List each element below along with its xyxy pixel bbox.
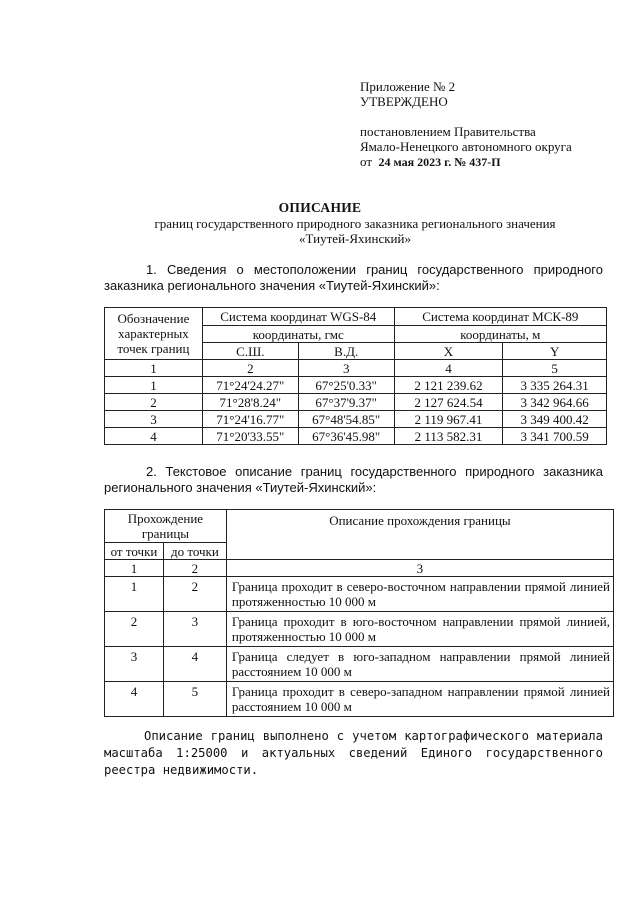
column-number: 1 xyxy=(105,360,203,377)
from-point: 3 xyxy=(105,647,164,682)
segment-description: Граница проходит в северо-восточном направлении прямой линией протяженностью 10 000 м xyxy=(226,577,613,612)
lon-header: В.Д. xyxy=(298,343,394,360)
x-header: X xyxy=(394,343,503,360)
column-number: 1 xyxy=(105,560,164,577)
closing-paragraph: Описание границ выполнено с учетом картографического материала масштаба 1:25000 и актуальных сведений Единого государственного реестра недвижимости. xyxy=(104,729,603,777)
numbering-row xyxy=(105,560,614,577)
column-number: 3 xyxy=(298,360,394,377)
date-value: 24 мая 2023 г. № 437-П xyxy=(378,155,501,169)
table-row xyxy=(105,428,607,445)
segment-description: Граница проходит в юго-восточном направлении прямой линией, протяженностью 10 000 м xyxy=(226,612,613,647)
latitude: 71°24'16.77" xyxy=(202,411,298,428)
subtitle-line-2: «Тиутей-Яхинский» xyxy=(299,231,411,246)
y-header: Y xyxy=(503,343,607,360)
column-number: 2 xyxy=(163,560,226,577)
point-id: 4 xyxy=(105,428,203,445)
appendix-number: Приложение № 2 xyxy=(360,79,456,94)
segment-description: Граница проходит в северо-западном направлении прямой линией расстоянием 10 000 м xyxy=(226,682,613,717)
decree-line-1: постановлением Правительства xyxy=(360,124,536,139)
coordinates-table xyxy=(104,307,607,445)
table-row xyxy=(105,411,607,428)
latitude: 71°24'24.27" xyxy=(202,377,298,394)
from-point-header: от точки xyxy=(105,543,164,560)
point-id: 1 xyxy=(105,377,203,394)
coord-x: 2 121 239.62 xyxy=(394,377,503,394)
longitude: 67°25'0.33" xyxy=(298,377,394,394)
date-prefix: от xyxy=(360,154,373,169)
column-number: 5 xyxy=(503,360,607,377)
document-title: ОПИСАНИЕ xyxy=(278,200,362,215)
table-row xyxy=(105,394,607,411)
latitude: 71°20'33.55" xyxy=(202,428,298,445)
decree-date xyxy=(360,154,501,170)
coord-y: 3 335 264.31 xyxy=(503,377,607,394)
coord-y: 3 342 964.66 xyxy=(503,394,607,411)
table-row xyxy=(105,647,614,682)
decree-line-2: Ямало-Ненецкого автономного округа xyxy=(360,139,572,154)
table-row xyxy=(105,682,614,717)
point-id: 3 xyxy=(105,411,203,428)
description-header: Описание прохождения границы xyxy=(226,510,613,560)
table-row xyxy=(105,612,614,647)
wgs-units-header: координаты, гмс xyxy=(202,326,394,343)
to-point-header: до точки xyxy=(163,543,226,560)
point-id: 2 xyxy=(105,394,203,411)
coord-y: 3 341 700.59 xyxy=(503,428,607,445)
to-point: 5 xyxy=(163,682,226,717)
column-number: 4 xyxy=(394,360,503,377)
from-point: 2 xyxy=(105,612,164,647)
from-point: 4 xyxy=(105,682,164,717)
msk-units-header: координаты, м xyxy=(394,326,606,343)
latitude: 71°28'8.24" xyxy=(202,394,298,411)
msk-system-header: Система координат МСК-89 xyxy=(394,308,606,326)
longitude: 67°48'54.85" xyxy=(298,411,394,428)
segment-description: Граница следует в юго-западном направлении прямой линией расстоянием 10 000 м xyxy=(226,647,613,682)
approved-label: УТВЕРЖДЕНО xyxy=(360,94,448,109)
coord-x: 2 127 624.54 xyxy=(394,394,503,411)
table-row xyxy=(105,377,607,394)
from-point: 1 xyxy=(105,577,164,612)
designation-header: Обозначение характерных точек границ xyxy=(105,308,203,360)
longitude: 67°36'45.98" xyxy=(298,428,394,445)
wgs-system-header: Система координат WGS-84 xyxy=(202,308,394,326)
longitude: 67°37'9.37" xyxy=(298,394,394,411)
numbering-row xyxy=(105,360,607,377)
to-point: 4 xyxy=(163,647,226,682)
coord-x: 2 119 967.41 xyxy=(394,411,503,428)
passage-header: Прохождение границы xyxy=(105,510,227,543)
to-point: 2 xyxy=(163,577,226,612)
coord-y: 3 349 400.42 xyxy=(503,411,607,428)
to-point: 3 xyxy=(163,612,226,647)
section-1-text: 1. Сведения о местоположении границ государственного природного заказника регионального значения «Тиутей-Яхинский»: xyxy=(104,262,603,293)
table-row xyxy=(105,577,614,612)
document-subtitle xyxy=(110,216,600,246)
description-table xyxy=(104,509,614,717)
lat-header: С.Ш. xyxy=(202,343,298,360)
column-number: 3 xyxy=(226,560,613,577)
subtitle-line-1: границ государственного природного заказника регионального значения xyxy=(154,216,556,231)
column-number: 2 xyxy=(202,360,298,377)
section-2-text: 2. Текстовое описание границ государственного природного заказника регионального значения «Тиутей-Яхинский»: xyxy=(104,464,603,495)
coord-x: 2 113 582.31 xyxy=(394,428,503,445)
